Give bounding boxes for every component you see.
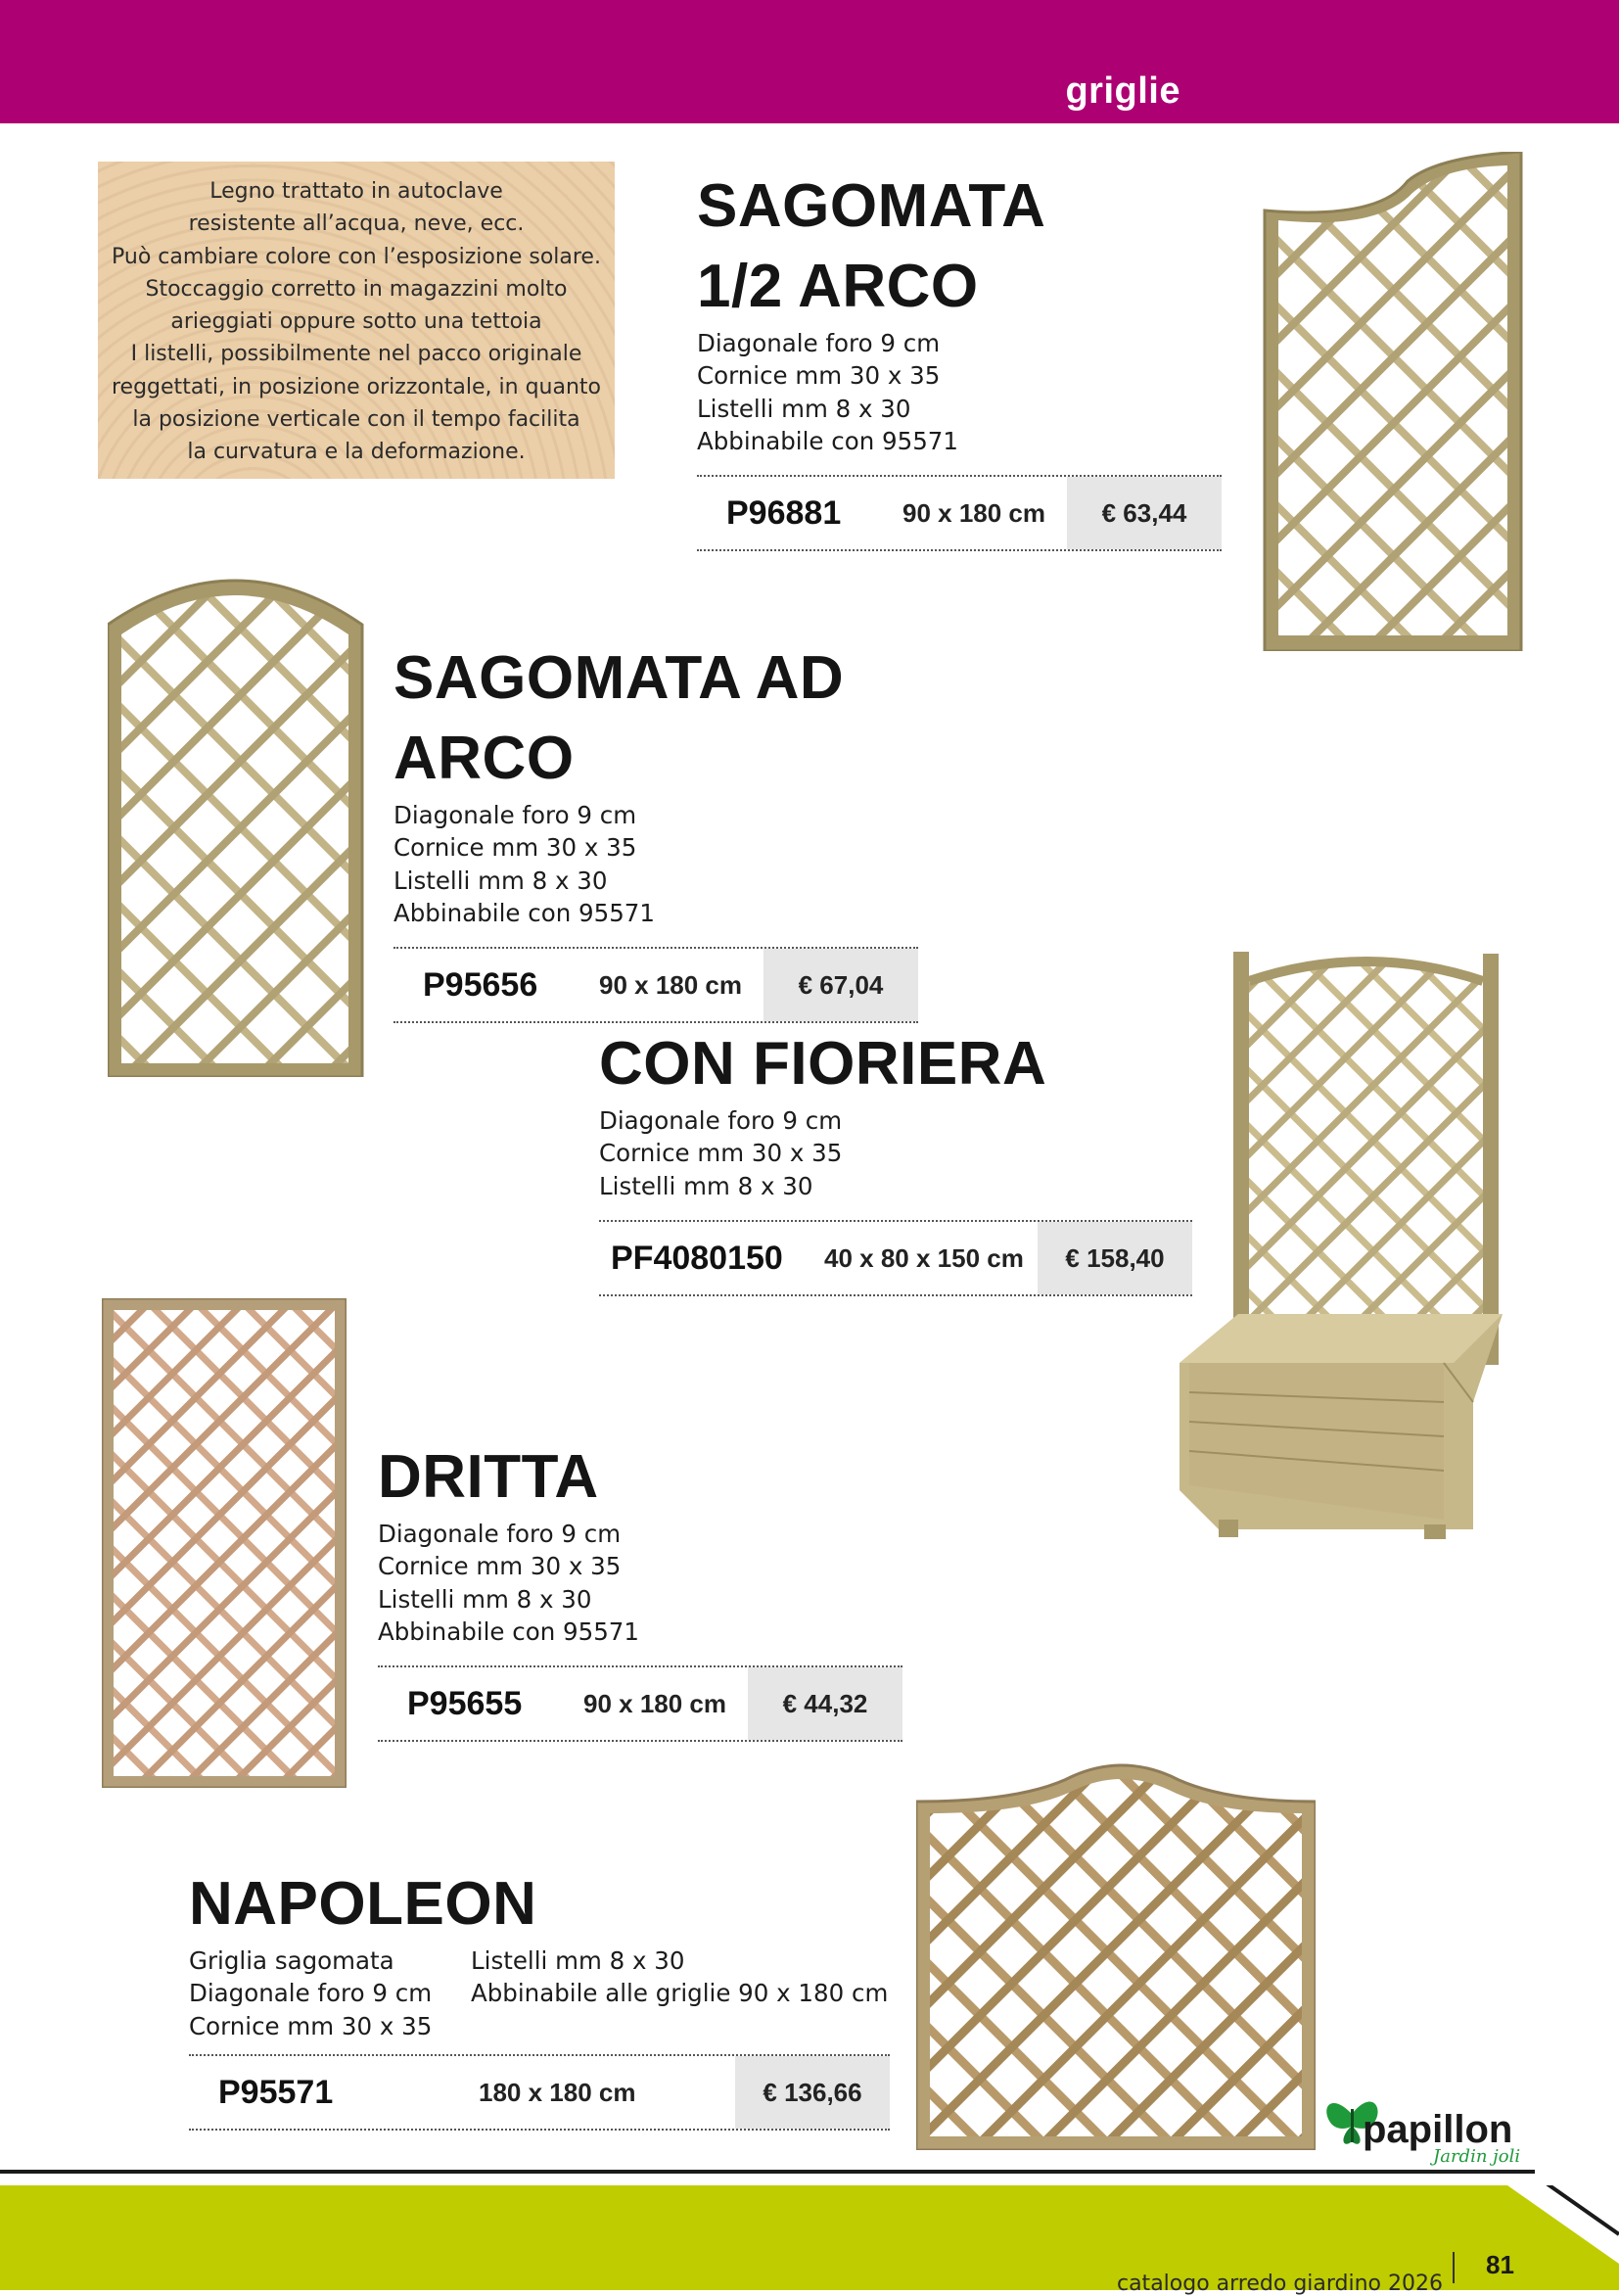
butterfly-icon: [1323, 2084, 1529, 2168]
trellis-napoleon-image: [916, 1755, 1316, 2150]
info-line: arieggiati oppure sotto una tettoia: [170, 309, 542, 335]
info-line: Legno trattato in autoclave: [209, 179, 503, 204]
spec-column-right: [471, 1945, 888, 2042]
product-title: [378, 1437, 902, 1518]
spec-line: Listelli mm 8 x 30: [697, 394, 911, 423]
section-title: griglie: [1065, 70, 1180, 112]
product-code: P96881: [726, 494, 842, 533]
title-line: SAGOMATA: [697, 172, 1046, 240]
trellis-arch-image: [108, 556, 366, 1077]
product-size: 90 x 180 cm: [599, 970, 743, 1001]
info-box: [98, 162, 615, 479]
trellis-straight-image: [102, 1298, 347, 1788]
spec-line: Cornice mm 30 x 35: [697, 361, 941, 391]
product-price: € 136,66: [735, 2056, 890, 2129]
product-title: [393, 638, 918, 799]
product-dritta: [378, 1437, 902, 1742]
product-sagomata-mezzo-arco: [697, 166, 1222, 551]
spec-line: Abbinabile con 95571: [697, 426, 958, 455]
product-code: P95571: [218, 2073, 334, 2111]
trellis-half-arch-image: [1261, 152, 1525, 651]
spec-line: Abbinabile con 95571: [378, 1617, 639, 1646]
price-row: [599, 1220, 1192, 1296]
title-line: 1/2 ARCO: [697, 253, 979, 320]
spec-column-left: [189, 1945, 471, 2042]
spec-line: Diagonale foro 9 cm: [393, 801, 637, 829]
brand-tagline: Jardin joli: [1433, 2146, 1521, 2167]
spec-line: Abbinabile con 95571: [393, 898, 655, 927]
spec-columns: [189, 1945, 890, 2042]
product-price: € 44,32: [748, 1667, 902, 1740]
title-line: NAPOLEON: [189, 1870, 537, 1938]
price-row: [189, 2054, 890, 2131]
product-title: [697, 166, 1222, 327]
brand-name: papillon: [1363, 2108, 1513, 2151]
product-size: 40 x 80 x 150 cm: [824, 1242, 1024, 1273]
product-napoleon: [189, 1864, 890, 2131]
info-line: resistente all’acqua, neve, ecc.: [188, 211, 525, 237]
product-con-fioriera: [599, 1024, 1192, 1296]
product-code: P95656: [423, 966, 538, 1005]
title-line: DRITTA: [378, 1443, 599, 1511]
spec-line: Listelli mm 8 x 30: [393, 866, 608, 895]
papillon-logo: [1323, 2084, 1529, 2168]
info-line: la curvatura e la deformazione.: [187, 440, 526, 465]
product-size: 90 x 180 cm: [583, 1689, 727, 1719]
info-line: Può cambiare colore con l’esposizione solare.: [112, 244, 601, 269]
spec-line: Listelli mm 8 x 30: [378, 1584, 592, 1614]
page-number: 81: [1486, 2250, 1514, 2279]
spec-line: Cornice mm 30 x 35: [599, 1139, 843, 1168]
product-title: [599, 1024, 1192, 1104]
product-size: 90 x 180 cm: [902, 498, 1046, 529]
info-line: reggettati, in posizione orizzontale, in quanto: [112, 374, 601, 399]
price-row: [378, 1665, 902, 1742]
spec-line: Diagonale foro 9 cm: [378, 1520, 622, 1548]
spec-line: Abbinabile alle griglie 90 x 180 cm: [471, 1979, 889, 2008]
price-row: [697, 475, 1222, 551]
product-price: € 158,40: [1038, 1222, 1192, 1294]
price-row: [393, 947, 918, 1023]
spec-line: Listelli mm 8 x 30: [599, 1171, 813, 1200]
info-line: la posizione verticale con il tempo facilita: [132, 407, 580, 433]
spec-line: Cornice mm 30 x 35: [189, 2011, 433, 2040]
spec-line: Listelli mm 8 x 30: [471, 1946, 685, 1975]
product-size: 180 x 180 cm: [479, 2077, 636, 2107]
product-title: [189, 1864, 890, 1945]
info-line: Stoccaggio corretto in magazzini molto: [145, 276, 568, 302]
spec-line: Diagonale foro 9 cm: [599, 1106, 843, 1135]
spec-line: Griglia sagomata: [189, 1946, 394, 1975]
title-line: CON FIORIERA: [599, 1030, 1047, 1098]
product-code: PF4080150: [611, 1239, 783, 1277]
product-price: € 67,04: [763, 949, 918, 1021]
footer-divider: [0, 2170, 1535, 2174]
spec-line: Diagonale foro 9 cm: [189, 1979, 433, 2008]
product-price: € 63,44: [1067, 477, 1222, 549]
info-line: I listelli, possibilmente nel pacco originale: [130, 342, 582, 367]
spec-line: Diagonale foro 9 cm: [697, 329, 941, 357]
spec-line: Cornice mm 30 x 35: [393, 833, 637, 863]
spec-line: Cornice mm 30 x 35: [378, 1552, 622, 1581]
header-bar: [0, 0, 1619, 123]
trellis-planter-image: [1180, 942, 1508, 1539]
title-line: SAGOMATA AD ARCO: [393, 644, 845, 792]
footer-separator: [1453, 2252, 1455, 2283]
footer-catalog-text: catalogo arredo giardino 2026: [1116, 2272, 1443, 2296]
product-code: P95655: [407, 1685, 523, 1723]
product-sagomata-ad-arco: [393, 638, 918, 1023]
